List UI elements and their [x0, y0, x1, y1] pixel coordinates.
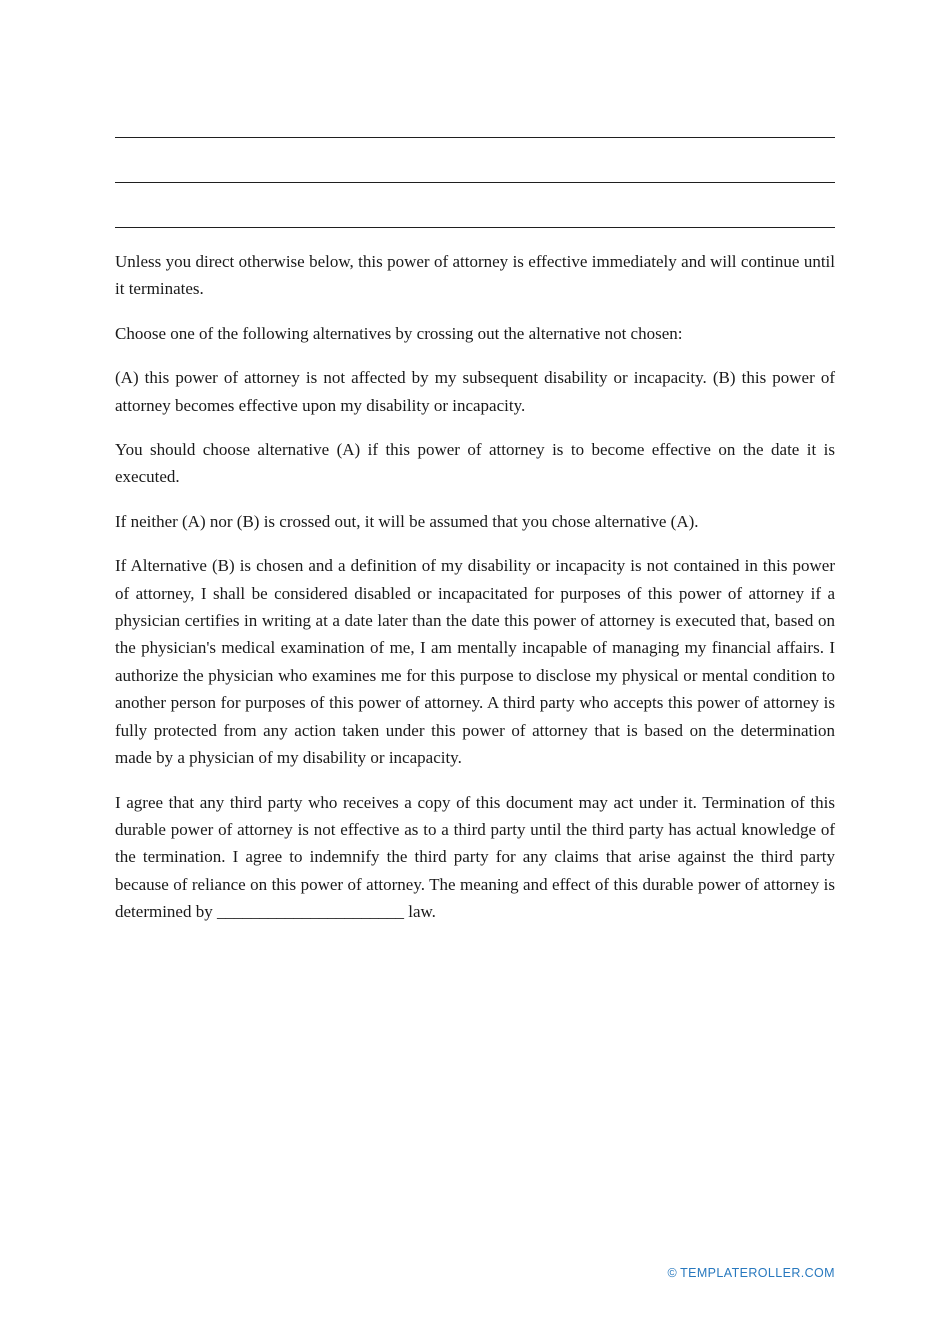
footer	[667, 1266, 835, 1280]
paragraph-third-party-law: I agree that any third party who receives a copy of this document may act under it. Termination of this durable power of attorney is not effective as to a third party until the third party has actual knowledge of the termination. I agree to indemnify the third party for any claims that arise against the third party because of reliance on this power of attorney. The meaning and effect of this durable power of attorney is determined by ______________________ law.	[115, 792, 835, 922]
paragraph-choose-a-advice: You should choose alternative (A) if this power of attorney is to become effective on the date it is executed.	[115, 440, 835, 487]
paragraph-alternative-b-definition: If Alternative (B) is chosen and a definition of my disability or incapacity is not contained in this power of attorney, I shall be considered disabled or incapacitated for purposes of this power of attorney if a physician certifies in writing at a date later than the date this power of attorney is executed that, based on the physician's medical examination of me, I am mentally incapable of managing my financial affairs. I authorize the physician who examines me for this purpose to disclose my physical or mental condition to another person for purposes of this power of attorney. A third party who accepts this power of attorney is fully protected from any action taken under this power of attorney that is based on the determination made by a physician of my disability or incapacity.	[115, 556, 835, 768]
footer-link-label: TEMPLATEROLLER.COM	[680, 1266, 835, 1280]
paragraph-neither-crossed-out: If neither (A) nor (B) is crossed out, it will be assumed that you chose alternative (A).	[115, 511, 699, 531]
blank-fill-line	[115, 138, 835, 183]
templateroller-link[interactable]	[667, 1266, 835, 1280]
document-content	[115, 0, 835, 943]
paragraph-choose-alternative: Choose one of the following alternatives by crossing out the alternative not chosen:	[115, 323, 683, 343]
paragraph-alternatives-a-b: (A) this power of attorney is not affected by my subsequent disability or incapacity. (B) this power of attorney becomes effective upon my disability or incapacity.	[115, 368, 835, 415]
fill-in-lines-block	[115, 0, 835, 228]
blank-fill-line	[115, 93, 835, 138]
copyright-symbol: ©	[667, 1266, 678, 1280]
paragraph-effective-immediately: Unless you direct otherwise below, this power of attorney is effective immediately and will continue until it terminates.	[115, 252, 835, 299]
blank-fill-line	[115, 183, 835, 228]
